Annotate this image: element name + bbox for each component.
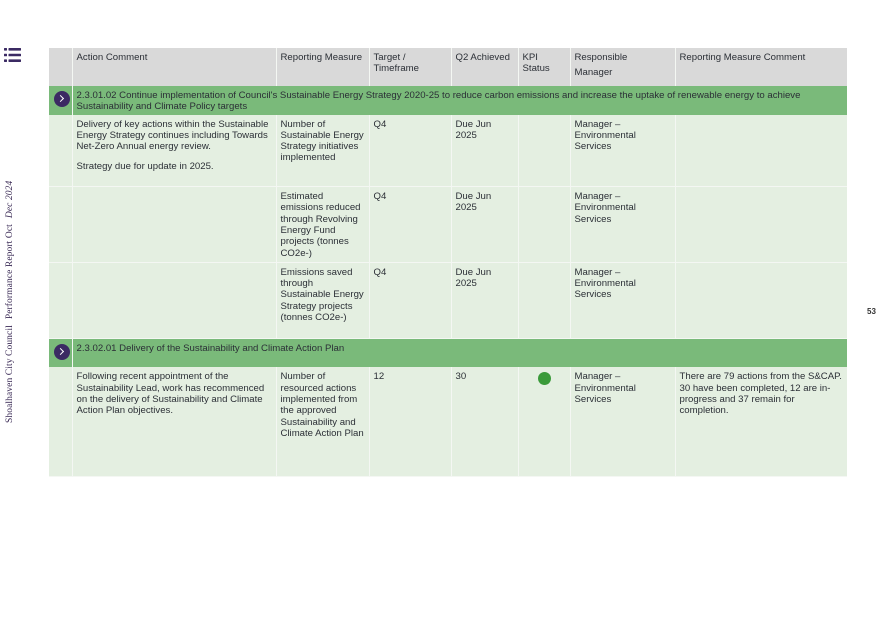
kpi-status-on-track-icon bbox=[538, 372, 551, 385]
reporting-measure: Number of resourced actions implemented from the approved Sustainability and Climate Action Plan bbox=[276, 367, 369, 476]
action-title: 2.3.02.01 Delivery of the Sustainability and Climate Action Plan bbox=[72, 338, 847, 367]
header-responsible bbox=[570, 48, 675, 86]
reporting-measure: Number of Sustainable Energy Strategy initiatives implemented bbox=[276, 115, 369, 187]
action-comment bbox=[72, 187, 276, 263]
action-comment-note: Strategy due for update in 2025. bbox=[76, 161, 214, 173]
q2-achieved: Due Jun 2025 bbox=[451, 115, 518, 187]
action-comment: Following recent appointment of the Sustainability Lead, work has recommenced on the delivery of Sustainability and Climate Action Plan objectives. bbox=[72, 367, 276, 476]
header-blank bbox=[49, 48, 72, 86]
table-row bbox=[49, 262, 847, 338]
action-row[interactable] bbox=[49, 338, 847, 367]
header-action-comment: Action Comment bbox=[72, 48, 276, 86]
action-comment bbox=[72, 115, 276, 187]
table-row bbox=[49, 187, 847, 263]
action-row[interactable] bbox=[49, 86, 847, 115]
target-timeframe: Q4 bbox=[369, 115, 451, 187]
kpi-status bbox=[518, 115, 570, 187]
reporting-measure: Emissions saved through Sustainable Energy Strategy projects (tonnes CO2e-) bbox=[276, 262, 369, 338]
header-responsible-line2: Manager bbox=[574, 67, 613, 79]
target-timeframe: 12 bbox=[369, 367, 451, 476]
header-measure-comment: Reporting Measure Comment bbox=[675, 48, 847, 86]
council-name: Shoalhaven City Council bbox=[5, 325, 15, 423]
action-comment-text: Delivery of key actions within the Sustainable Energy Strategy continues including Towards Net-Zero Annual energy review. bbox=[76, 118, 269, 153]
responsible-manager: Manager – Environmental Services bbox=[570, 262, 675, 338]
kpi-status bbox=[518, 262, 570, 338]
q2-achieved: 30 bbox=[451, 367, 518, 476]
report-name: Performance Report Oct bbox=[5, 224, 15, 320]
report-date: Dec 2024 bbox=[5, 180, 15, 219]
page-number: 53 bbox=[867, 307, 876, 316]
q2-achieved: Due Jun 2025 bbox=[451, 187, 518, 263]
header-q2-achieved: Q2 Achieved bbox=[451, 48, 518, 86]
performance-table bbox=[49, 48, 847, 477]
header-responsible-line1: Responsible bbox=[574, 52, 628, 63]
measure-comment bbox=[675, 115, 847, 187]
measure-comment: There are 79 actions from the S&CAP. 30 have been completed, 12 are in-progress and 37 remain for completion. bbox=[675, 367, 847, 476]
list-menu-icon[interactable] bbox=[4, 47, 22, 63]
expand-chevron-icon[interactable] bbox=[54, 91, 70, 107]
q2-achieved: Due Jun 2025 bbox=[451, 262, 518, 338]
responsible-manager: Manager – Environmental Services bbox=[570, 187, 675, 263]
responsible-manager: Manager – Environmental Services bbox=[570, 115, 675, 187]
action-comment bbox=[72, 262, 276, 338]
expand-chevron-icon[interactable] bbox=[54, 344, 70, 360]
responsible-manager: Manager – Environmental Services bbox=[570, 367, 675, 476]
target-timeframe: Q4 bbox=[369, 262, 451, 338]
side-report-label bbox=[5, 181, 15, 423]
reporting-measure: Estimated emissions reduced through Revolving Energy Fund projects (tonnes CO2e-) bbox=[276, 187, 369, 263]
header-reporting-measure: Reporting Measure bbox=[276, 48, 369, 86]
measure-comment bbox=[675, 187, 847, 263]
action-title: 2.3.01.02 Continue implementation of Council's Sustainable Energy Strategy 2020-25 to reduce carbon emissions and increase the uptake of renewable energy to achieve Sustainability and Climate Policy targets bbox=[72, 86, 847, 115]
kpi-status bbox=[518, 367, 570, 476]
header-kpi-status: KPI Status bbox=[518, 48, 570, 86]
table-row bbox=[49, 115, 847, 187]
table-header-row bbox=[49, 48, 847, 86]
target-timeframe: Q4 bbox=[369, 187, 451, 263]
header-target: Target / Timeframe bbox=[369, 48, 451, 86]
measure-comment bbox=[675, 262, 847, 338]
table-row bbox=[49, 367, 847, 476]
kpi-status bbox=[518, 187, 570, 263]
